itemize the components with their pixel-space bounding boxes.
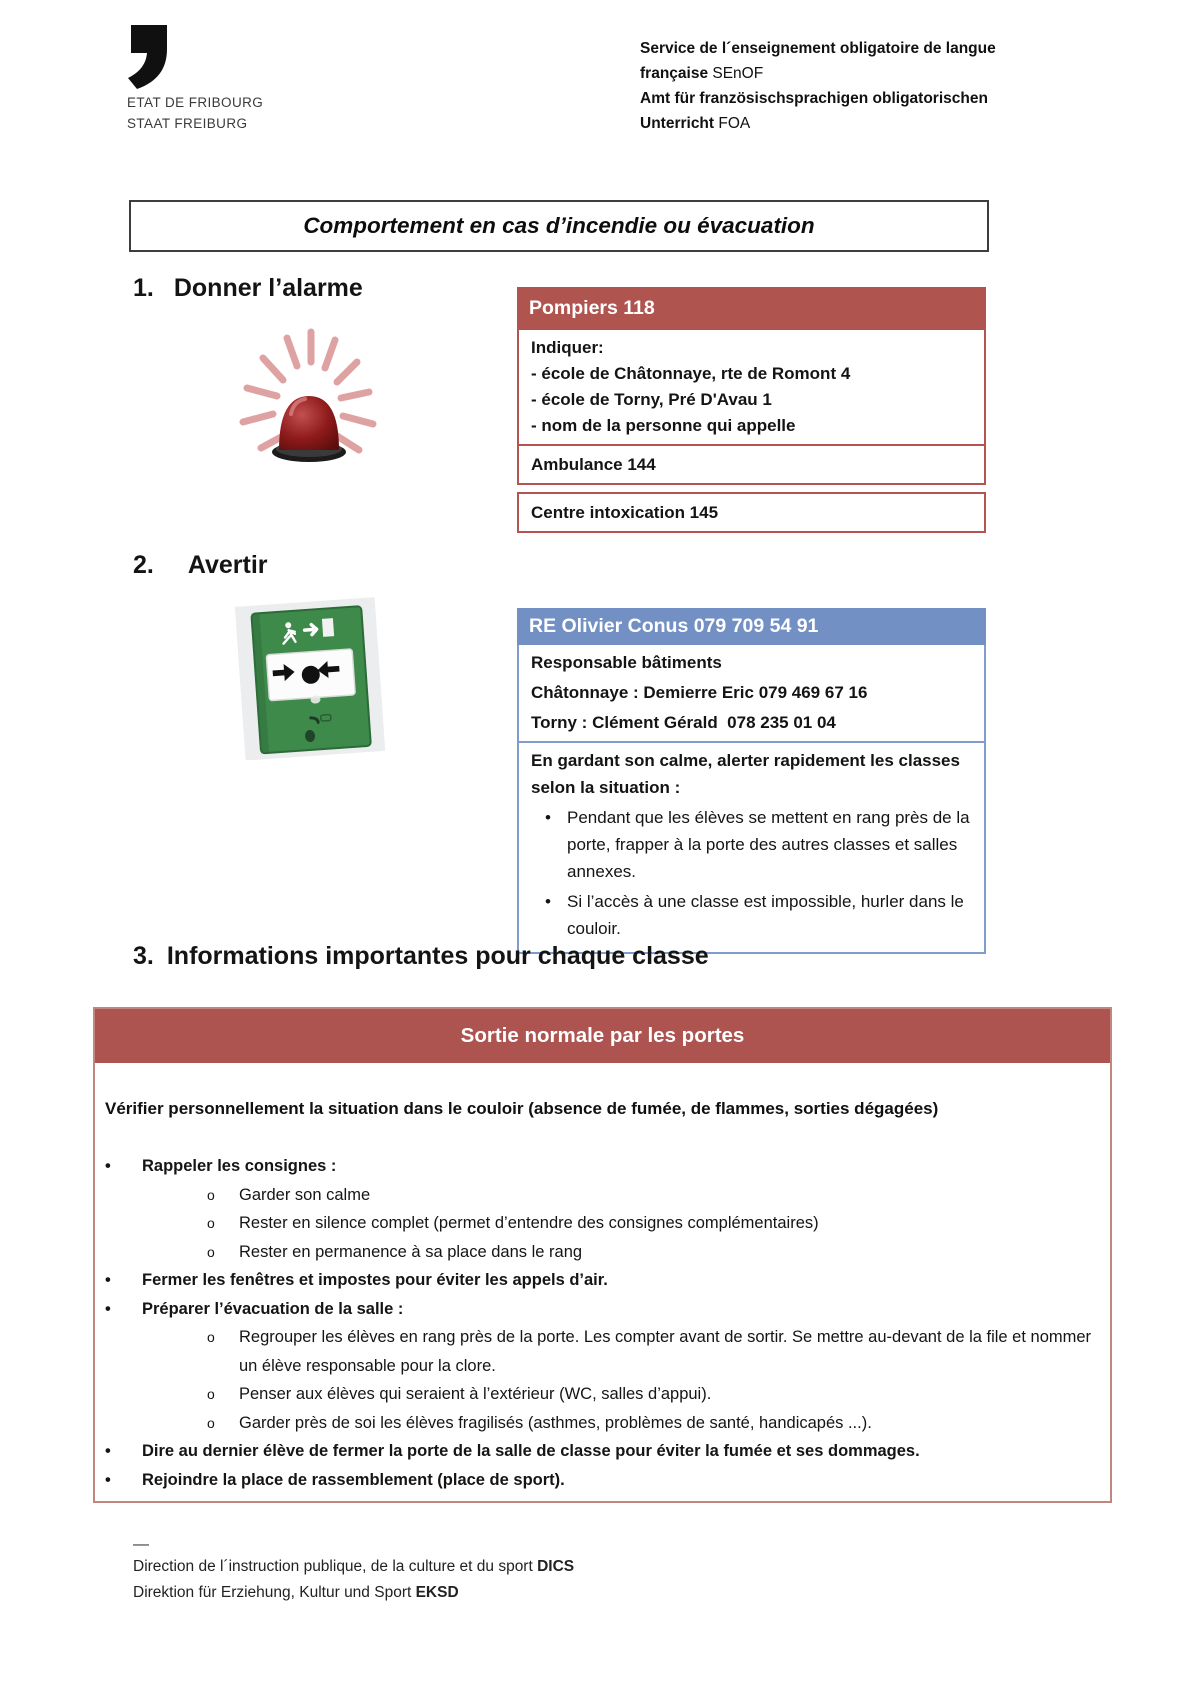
sub-bullet-icon: o xyxy=(207,1186,215,1203)
section-3-label: Informations importantes pour chaque classe xyxy=(166,942,709,970)
indiquer-item: - école de Torny, Pré D'Avau 1 xyxy=(531,390,772,409)
service-de-abbr: FOA xyxy=(714,115,751,132)
pompiers-header: Pompiers 118 xyxy=(517,287,986,330)
bullet-icon: • xyxy=(105,1157,111,1175)
sortie-box-header: Sortie normale par les portes xyxy=(95,1009,1110,1063)
list-item: • Rejoindre la place de rassemblement (place de sport). xyxy=(95,1466,1110,1495)
bullet-icon: • xyxy=(545,892,551,911)
list-item: • Dire au dernier élève de fermer la porte de la salle de classe pour éviter la fumée et ses dommages. xyxy=(95,1437,1110,1466)
bullet-icon: • xyxy=(545,808,551,827)
avertir-header: RE Olivier Conus 079 709 54 91 xyxy=(517,608,986,645)
section-2-heading xyxy=(133,551,268,580)
footer xyxy=(133,1554,574,1606)
fire-call-point-icon xyxy=(222,596,394,765)
alerter-bullet: • Pendant que les élèves se mettent en rang près de la porte, frapper à la porte des autres classes et salles annexes. xyxy=(519,804,978,885)
section-2-number: 2. xyxy=(133,551,154,579)
indiquer-item: - nom de la personne qui appelle xyxy=(531,416,796,435)
sub-bullet-icon: o xyxy=(207,1329,215,1345)
list-item: • Préparer l’évacuation de la salle : xyxy=(95,1295,1110,1324)
bullet-icon: • xyxy=(105,1470,111,1489)
section-1-label: Donner l’alarme xyxy=(173,274,363,302)
list-item: o Rester en permanence à sa place dans le rang xyxy=(95,1238,1110,1267)
list-item: • Rappeler les consignes : xyxy=(95,1152,1110,1181)
pompiers-indiquer-cell xyxy=(517,330,986,446)
indiquer-item: - école de Châtonnaye, rte de Romont 4 xyxy=(531,364,851,383)
page-title: Comportement en cas d’incendie ou évacuation xyxy=(303,213,815,238)
responsable-cell xyxy=(517,645,986,743)
section-2-label: Avertir xyxy=(187,551,268,579)
service-fr-line2: française xyxy=(640,65,709,82)
avertir-table xyxy=(517,608,986,954)
title-box xyxy=(129,200,989,252)
sortie-list xyxy=(95,1152,1110,1494)
logo-line-de: STAAT FREIBURG xyxy=(127,116,248,131)
ambulance-cell: Ambulance 144 xyxy=(517,446,986,485)
sub-bullet-icon: o xyxy=(207,1215,215,1231)
list-item: o Garder son calme xyxy=(95,1181,1110,1210)
sub-bullet-icon: o xyxy=(207,1243,215,1260)
section-3-heading xyxy=(133,942,709,971)
footer-fr-abbr: DICS xyxy=(537,1558,575,1575)
service-de-line1: Amt für französischsprachigen obligatorischen xyxy=(640,90,988,107)
alarm-siren-icon xyxy=(225,322,389,469)
pompiers-table xyxy=(517,287,986,533)
alerter-bullet: • Si l’accès à une classe est impossible, hurler dans le couloir. xyxy=(519,888,978,942)
service-fr-line1: Service de l´enseignement obligatoire de langue xyxy=(640,40,996,57)
footer-fr: Direction de l´instruction publique, de la culture et du sport xyxy=(133,1558,538,1575)
sortie-intro: Vérifier personnellement la situation dans le couloir (absence de fumée, de flammes, sorties dégagées) xyxy=(105,1099,939,1118)
bullet-icon: • xyxy=(105,1299,111,1318)
indiquer-title: Indiquer: xyxy=(531,338,604,357)
sub-bullet-icon: o xyxy=(207,1386,215,1402)
bullet-icon: • xyxy=(105,1442,111,1460)
responsable-line: Torny : Clément Gérald 078 235 01 04 xyxy=(531,713,836,732)
intoxication-cell: Centre intoxication 145 xyxy=(517,492,986,533)
alerter-cell xyxy=(517,743,986,954)
footer-de: Direktion für Erziehung, Kultur und Sport xyxy=(133,1584,416,1601)
responsable-line: Châtonnaye : Demierre Eric 079 469 67 16 xyxy=(531,683,868,702)
section-1-heading xyxy=(133,274,363,303)
service-de-line2: Unterricht xyxy=(640,115,715,132)
list-item: o Regrouper les élèves en rang près de la porte. Les compter avant de sortir. Se mettre au-devant de la file et nommer un élève responsable pour la clore. xyxy=(95,1323,1110,1380)
list-item: o Rester en silence complet (permet d’entendre des consignes complémentaires) xyxy=(95,1209,1110,1238)
sub-bullet-icon: o xyxy=(207,1414,215,1431)
logo-text xyxy=(127,92,263,134)
responsable-line: Responsable bâtiments xyxy=(531,653,722,672)
section-1-number: 1. xyxy=(133,274,154,302)
footer-dash: — xyxy=(133,1536,149,1553)
service-fr-abbr: SEnOF xyxy=(708,65,764,82)
alerter-intro: En gardant son calme, alerter rapidement les classes selon la situation : xyxy=(531,751,960,797)
logo-line-fr: ETAT DE FRIBOURG xyxy=(127,95,264,110)
list-item: o Penser aux élèves qui seraient à l’extérieur (WC, salles d’appui). xyxy=(95,1380,1110,1409)
list-item: o Garder près de soi les élèves fragilisés (asthmes, problèmes de santé, handicapés ...). xyxy=(95,1409,1110,1438)
bullet-icon: • xyxy=(105,1271,111,1289)
footer-de-abbr: EKSD xyxy=(415,1584,459,1601)
section-3-number: 3. xyxy=(133,942,154,970)
list-item: • Fermer les fenêtres et impostes pour éviter les appels d’air. xyxy=(95,1266,1110,1295)
sortie-box xyxy=(93,1007,1112,1503)
fribourg-logo-icon xyxy=(127,25,167,94)
service-header xyxy=(640,36,1120,136)
